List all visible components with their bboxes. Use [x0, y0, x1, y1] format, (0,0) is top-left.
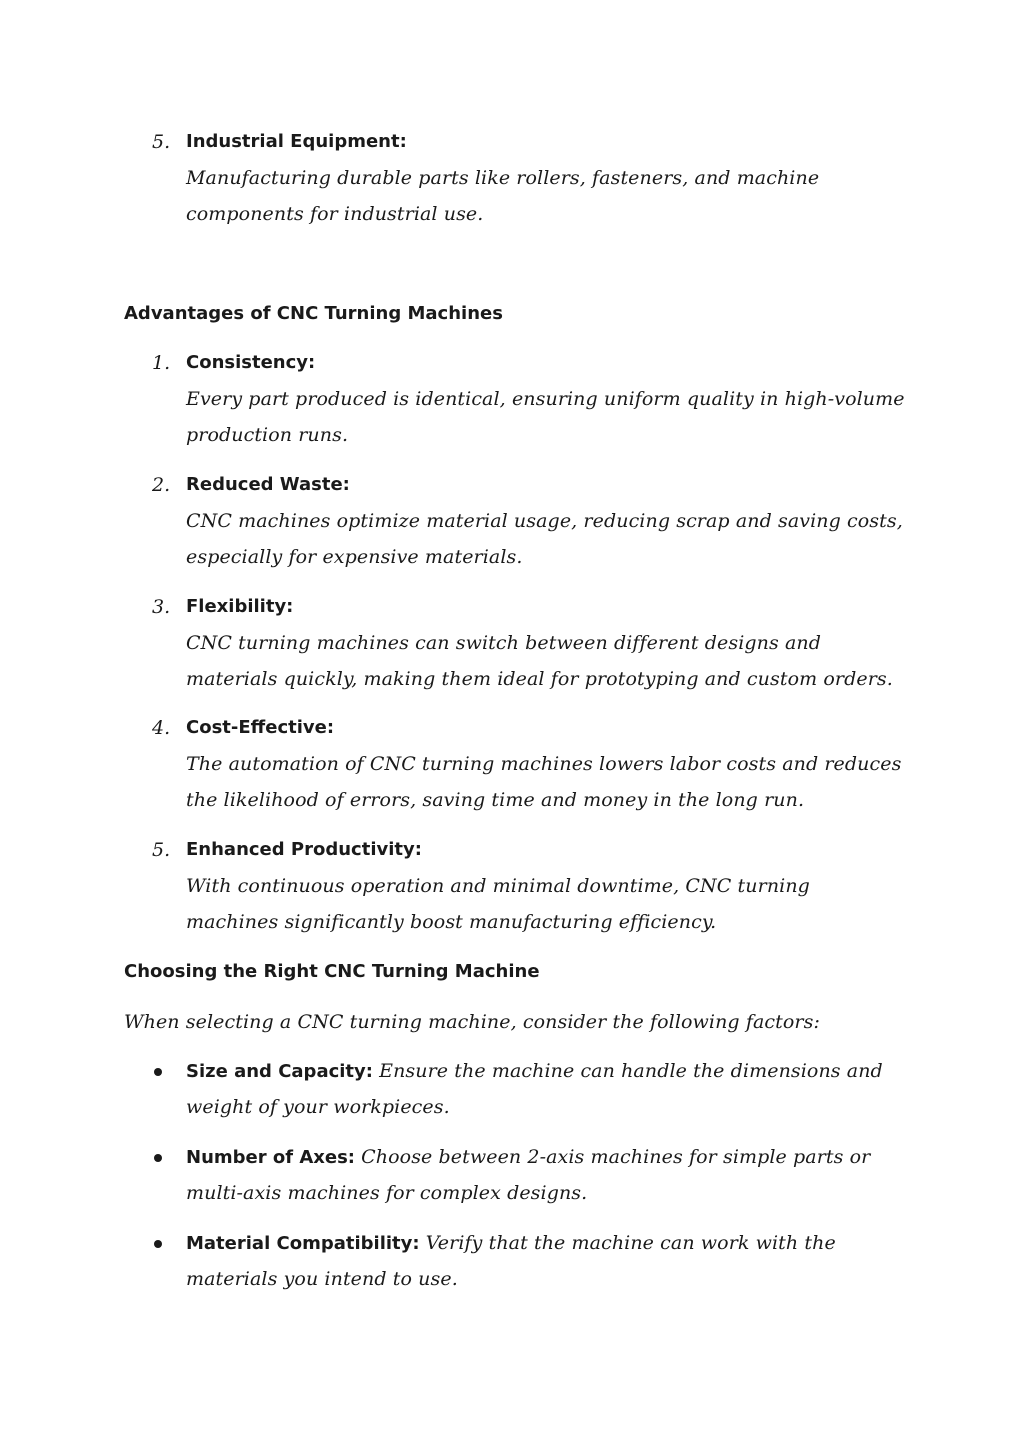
bullet-item-title: Material Compatibility:: [186, 1233, 420, 1254]
list-number: 3.: [152, 596, 171, 618]
list-item-text: production runs.: [186, 424, 349, 446]
bullet-icon: [154, 1240, 162, 1248]
list-item-text: Manufacturing durable parts like rollers, fasteners, and machine: [186, 167, 820, 189]
bullet-item-title: Number of Axes:: [186, 1147, 355, 1168]
bullet-item: [186, 1145, 870, 1170]
list-item-title: Reduced Waste:: [186, 474, 350, 495]
bullet-icon: [154, 1154, 162, 1162]
list-item-text: components for industrial use.: [186, 203, 484, 225]
list-number: 1.: [152, 352, 171, 374]
bullet-item-text: multi-axis machines for complex designs.: [186, 1182, 588, 1204]
list-number: 5.: [152, 839, 171, 861]
list-item-text: CNC machines optimize material usage, reducing scrap and saving costs,: [186, 510, 903, 532]
list-item-title: Industrial Equipment:: [186, 131, 407, 152]
list-item-title: Enhanced Productivity:: [186, 839, 422, 860]
list-number: 4.: [152, 717, 171, 739]
bullet-icon: [154, 1068, 162, 1076]
list-item-text: CNC turning machines can switch between different designs and: [186, 632, 822, 654]
list-item-text: materials quickly, making them ideal for prototyping and custom orders.: [186, 668, 893, 690]
section-heading: Choosing the Right CNC Turning Machine: [124, 961, 540, 982]
paragraph: When selecting a CNC turning machine, consider the following factors:: [124, 1011, 820, 1033]
list-item-text: With continuous operation and minimal downtime, CNC turning: [186, 875, 810, 897]
bullet-item-text: Verify that the machine can work with the: [419, 1232, 836, 1254]
list-item-title: Cost-Effective:: [186, 717, 335, 738]
list-item-text: Every part produced is identical, ensuring uniform quality in high-volume: [186, 388, 905, 410]
list-item-text: the likelihood of errors, saving time and money in the long run.: [186, 789, 805, 811]
bullet-item-text: materials you intend to use.: [186, 1268, 458, 1290]
list-item-text: machines significantly boost manufacturing efficiency.: [186, 911, 717, 933]
bullet-item-text: weight of your workpieces.: [186, 1096, 450, 1118]
section-heading: Advantages of CNC Turning Machines: [124, 303, 503, 324]
list-item-title: Consistency:: [186, 352, 316, 373]
bullet-item: [186, 1059, 883, 1084]
bullet-item-text: Ensure the machine can handle the dimensions and: [372, 1060, 883, 1082]
list-number: 5.: [152, 131, 171, 153]
list-number: 2.: [152, 474, 171, 496]
list-item-title: Flexibility:: [186, 596, 294, 617]
list-item-text: especially for expensive materials.: [186, 546, 523, 568]
bullet-item: [186, 1231, 836, 1256]
bullet-item-text: Choose between 2-axis machines for simple parts or: [355, 1146, 871, 1168]
list-item-text: The automation of CNC turning machines lowers labor costs and reduces: [186, 753, 902, 775]
bullet-item-title: Size and Capacity:: [186, 1061, 373, 1082]
